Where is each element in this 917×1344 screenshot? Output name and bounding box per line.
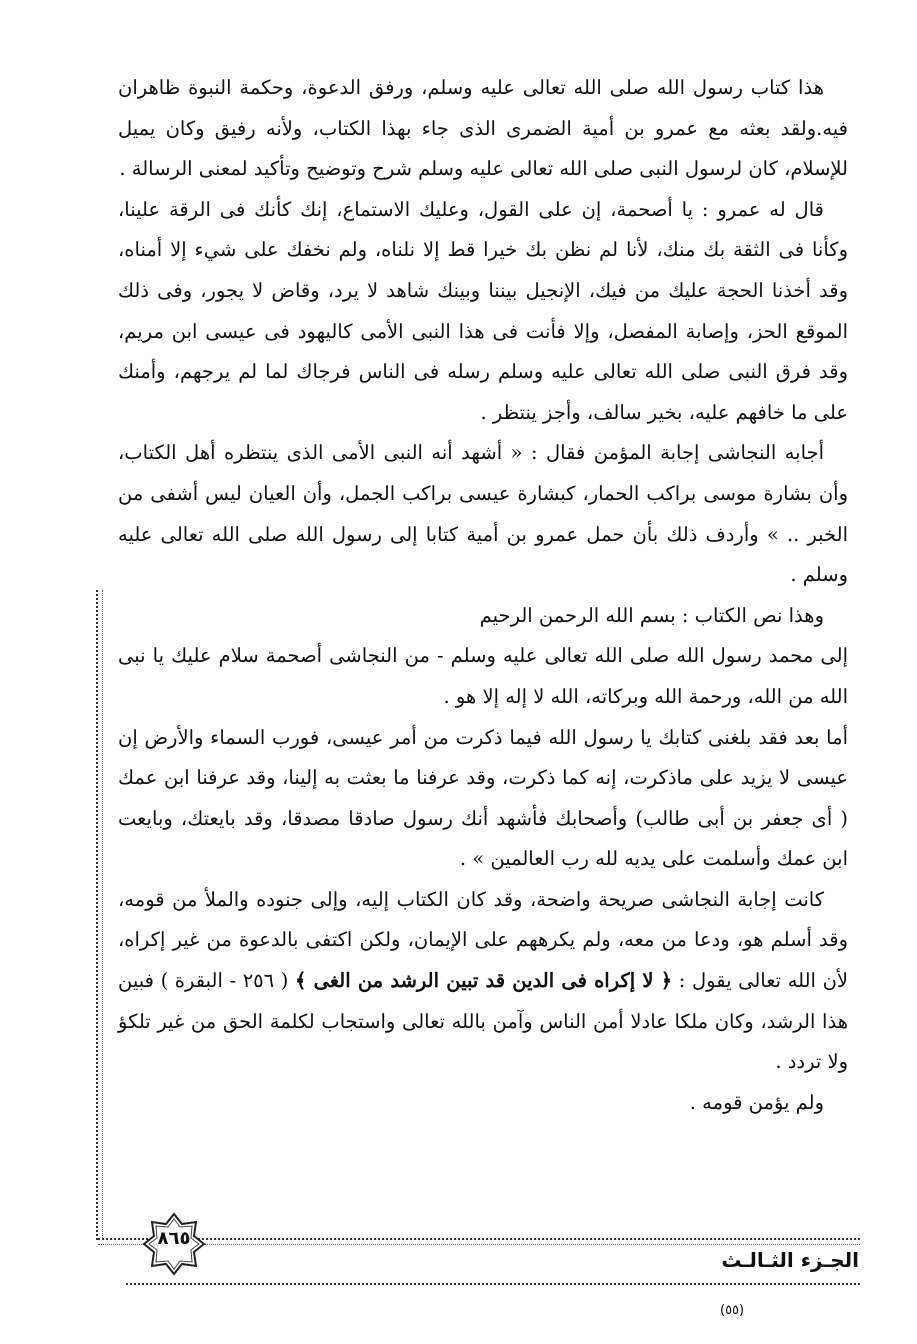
part-label: الجـزء الثـالـث xyxy=(721,1248,859,1272)
paragraph-6: أما بعد فقد بلغنى كتابك يا رسول الله فيما ذكرت من أمر عيسى، فورب السماء والأرض إن عيسى لا يزيد على ماذكرت، إنه كما ذكرت، وقد عرفنا ما بعثت به إلينا، وقد عرفنا ابن عمك ( أى جعفر بن أبى طالب) وأصحابك فأشهد أنك رسول صادقا مصدقا، وقد بايعتك، وبايعت ابن عمك وأسلمت على يديه لله رب العالمين » . xyxy=(118,725,848,871)
quran-verse: ﴿ لا إكراه فى الدين قد تبين الرشد من الغى ﴾ xyxy=(294,969,673,993)
paragraph-7-text: كانت إجابة النجاشى صريحة واضحة، وقد كان الكتاب إليه، وإلى جنوده والملأ من قومه، وقد أسلم هو، ودعا من معه، ولم يكرههم على الإيمان، ولكن اكتفى بالدعوة من غير إكراه، لأن الله تعالى يقول : xyxy=(118,887,849,993)
folio-number: (٥٥) xyxy=(720,1303,745,1318)
paragraph-4: وهذا نص الكتاب : بسم الله الرحمن الرحيم xyxy=(479,603,824,627)
paragraph-2: قال له عمرو : يا أصحمة، إن على القول، وعليك الاستماع، إنك كأنك فى الرقة علينا، وكأنا فى الثقة بك منك، لأنا لم نظن بك خيرا قط إلا نلناه، ولم نخفك على شيء إلا أمناه، وقد أخذنا الحجة عليك من فيك، الإنجيل بيننا وبينك شاهد لا يرد، وقاض لا يجور، وفى ذلك الموقع الحز، وإصابة المفصل، وإلا فأنت فى هذا النبى الأمى كاليهود فى عيسى ابن مريم، وقد فرق النبى صلى الله تعالى عليه وسلم رسله فى الناس فرجاك لما لم يرجهم، وأمنك على ما خافهم عليه، بخير سالف، وأجز ينتظر . xyxy=(118,197,848,424)
paragraph-1: هذا كتاب رسول الله صلى الله تعالى عليه وسلم، ورفق الدعوة، وحكمة النبوة ظاهران فيه.ولقد بعثه مع عمرو بن أمية الضمرى الذى جاء بهذا الكتاب، ولأنه رفيق وكان يميل للإسلام، كان لرسول النبى صلى الله تعالى عليه وسلم شرح وتوضيح وتأكيد لمعنى الرسالة . xyxy=(118,76,848,181)
paragraph-7-tail: فبين هذا الرشد، وكان ملكا عادلا أمن الناس وآمن بالله تعالى واستجاب لكلمة الحق من غير تلكؤ ولا تردد . xyxy=(118,969,848,1074)
paragraph-5: إلى محمد رسول الله صلى الله تعالى عليه وسلم - من النجاشى أصحمة سلام عليك يا نبى الله من الله، ورحمة الله وبركاته، الله لا إله إلا هو . xyxy=(118,644,848,708)
body-text xyxy=(118,68,848,1123)
frame-left-border xyxy=(96,590,103,1240)
page-number: ٨٦٥ xyxy=(157,1228,191,1249)
paragraph-7 xyxy=(118,880,848,1083)
verse-reference: ( ٢٥٦ - البقرة ) xyxy=(160,969,289,993)
paragraph-3: أجابه النجاشى إجابة المؤمن فقال : « أشهد أنه النبى الأمى الذى ينتظره أهل الكتاب، وأن بشارة موسى براكب الحمار، كبشارة عيسى براكب الجمل، وأن العيان ليس أشفى من الخبر .. » وأردف ذلك بأن حمل عمرو بن أمية كتابا إلى رسول الله صلى الله تعالى عليه وسلم . xyxy=(118,441,848,587)
paragraph-8: ولم يؤمن قومه . xyxy=(689,1090,824,1114)
frame-bottom-border xyxy=(98,1238,860,1245)
footer-rule xyxy=(126,1283,860,1287)
